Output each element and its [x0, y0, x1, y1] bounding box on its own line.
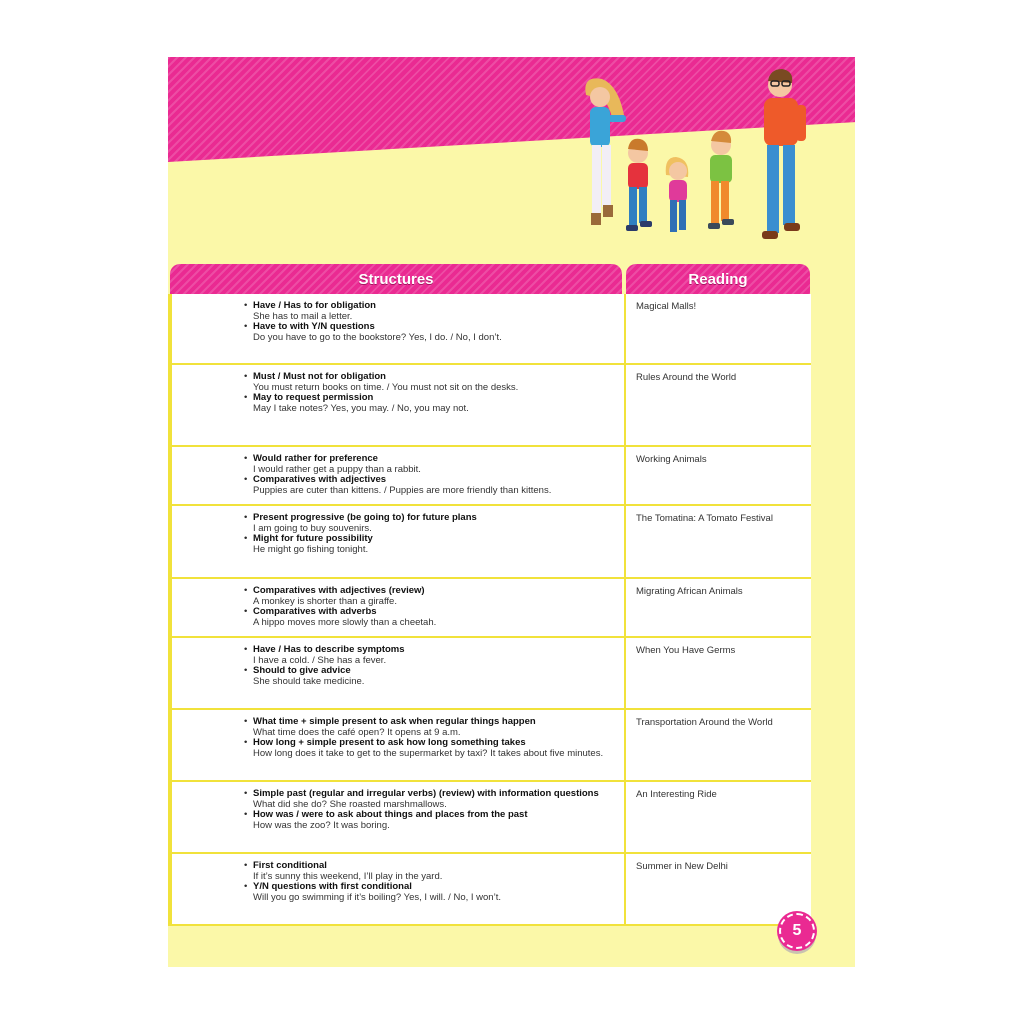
structures-cell: [172, 710, 624, 780]
structure-example: I am going to buy souvenirs.: [253, 522, 372, 534]
reading-title: Rules Around the World: [636, 372, 737, 383]
structure-example: I would rather get a puppy than a rabbit.: [253, 463, 421, 475]
table-row: [172, 638, 811, 708]
structure-rule: • Y/N questions with first conditional: [253, 881, 412, 893]
structures-cell: [172, 579, 624, 636]
list-item: [244, 372, 616, 393]
table-row: [172, 447, 811, 504]
structures-header: Structures: [170, 264, 622, 294]
structure-rule: • How was / were to ask about things and places from the past: [253, 809, 528, 821]
reading-title: Working Animals: [636, 454, 707, 465]
textbook-page: [168, 57, 855, 967]
structure-example: I have a cold. / She has a fever.: [253, 654, 387, 666]
table-row: [172, 365, 811, 445]
structure-example: Will you go swimming if it’s boiling? Yes, I will. / No, I won’t.: [253, 891, 501, 903]
structure-rule: • Comparatives with adverbs: [253, 606, 377, 618]
reading-cell: [626, 447, 811, 504]
structure-rule: • Have / Has to for obligation: [253, 300, 376, 311]
reading-cell: [626, 638, 811, 708]
list-item: [244, 475, 616, 496]
structures-cell: [172, 506, 624, 577]
boy-red-figure: [626, 139, 652, 231]
structure-example: May I take notes? Yes, you may. / No, you may not.: [253, 402, 469, 414]
structure-example: What did she do? She roasted marshmallows.: [253, 798, 447, 810]
list-item: [244, 534, 616, 555]
mother-figure: [585, 78, 626, 225]
structures-cell: [172, 854, 624, 924]
structure-rule: • Comparatives with adjectives: [253, 474, 387, 486]
structure-rule: • Must / Must not for obligation: [253, 371, 386, 382]
structure-rule: • Have / Has to describe symptoms: [253, 644, 405, 655]
boy-green-figure: [708, 131, 734, 229]
list-item: [244, 322, 616, 343]
list-item: [244, 454, 616, 475]
list-item: [244, 789, 616, 810]
list-item: [244, 717, 616, 738]
structures-cell: [172, 294, 624, 363]
family-illustration: [568, 65, 838, 275]
reading-title: Migrating African Animals: [636, 586, 743, 597]
reading-title: Summer in New Delhi: [636, 861, 728, 872]
structures-cell: [172, 447, 624, 504]
reading-cell: [626, 710, 811, 780]
structure-rule: • Should to give advice: [253, 665, 351, 677]
list-item: [244, 607, 616, 628]
structure-rule: • What time + simple present to ask when regular things happen: [253, 716, 536, 727]
structure-example: If it’s sunny this weekend, I’ll play in the yard.: [253, 870, 443, 882]
structure-example: She should take medicine.: [253, 675, 365, 687]
table-row: [172, 579, 811, 636]
table-row: [172, 294, 811, 363]
structure-rule: • Present progressive (be going to) for future plans: [253, 512, 477, 523]
table-row: [172, 710, 811, 780]
structure-rule: • Simple past (regular and irregular verbs) (review) with information questions: [253, 788, 599, 799]
reading-title: An Interesting Ride: [636, 789, 717, 800]
reading-header: Reading: [626, 264, 810, 294]
reading-cell: [626, 294, 811, 363]
structure-rule: • Would rather for preference: [253, 453, 378, 464]
syllabus-table: [168, 294, 811, 926]
list-item: [244, 666, 616, 687]
structure-example: What time does the café open? It opens at 9 a.m.: [253, 726, 461, 738]
girl-pink-figure: [666, 157, 689, 232]
list-item: [244, 513, 616, 534]
reading-cell: [626, 506, 811, 577]
father-figure: [762, 69, 806, 239]
structure-example: How was the zoo? It was boring.: [253, 819, 390, 831]
table-row: [172, 854, 811, 924]
reading-cell: [626, 579, 811, 636]
list-item: [244, 738, 616, 759]
structure-rule: • Have to with Y/N questions: [253, 321, 375, 333]
table-row: [172, 782, 811, 852]
structure-example: You must return books on time. / You must not sit on the desks.: [253, 381, 519, 393]
list-item: [244, 645, 616, 666]
list-item: [244, 393, 616, 414]
structure-example: Puppies are cuter than kittens. / Puppies are more friendly than kittens.: [253, 484, 552, 496]
reading-cell: [626, 782, 811, 852]
reading-cell: [626, 854, 811, 924]
structure-rule: • Might for future possibility: [253, 533, 373, 545]
structure-rule: • Comparatives with adjectives (review): [253, 585, 425, 596]
list-item: [244, 882, 616, 903]
structure-rule: • How long + simple present to ask how long something takes: [253, 737, 526, 749]
reading-cell: [626, 365, 811, 445]
structure-example: Do you have to go to the bookstore? Yes, I do. / No, I don’t.: [253, 331, 502, 343]
table-row: [172, 506, 811, 577]
structure-example: How long does it take to get to the supermarket by taxi? It takes about five minutes.: [253, 747, 604, 759]
structures-cell: [172, 782, 624, 852]
structures-cell: [172, 365, 624, 445]
reading-title: Magical Malls!: [636, 301, 697, 312]
structure-example: A hippo moves more slowly than a cheetah.: [253, 616, 437, 628]
structure-rule: • May to request permission: [253, 392, 374, 404]
reading-title: When You Have Germs: [636, 645, 736, 656]
page-number-badge: 5: [779, 913, 815, 949]
structure-example: He might go fishing tonight.: [253, 543, 369, 555]
list-item: [244, 810, 616, 831]
reading-title: The Tomatina: A Tomato Festival: [636, 513, 773, 524]
structure-rule: • First conditional: [253, 860, 327, 871]
structure-example: A monkey is shorter than a giraffe.: [253, 595, 397, 607]
reading-title: Transportation Around the World: [636, 717, 773, 728]
list-item: [244, 861, 616, 882]
list-item: [244, 586, 616, 607]
structure-example: She has to mail a letter.: [253, 310, 353, 322]
structures-cell: [172, 638, 624, 708]
list-item: [244, 301, 616, 322]
